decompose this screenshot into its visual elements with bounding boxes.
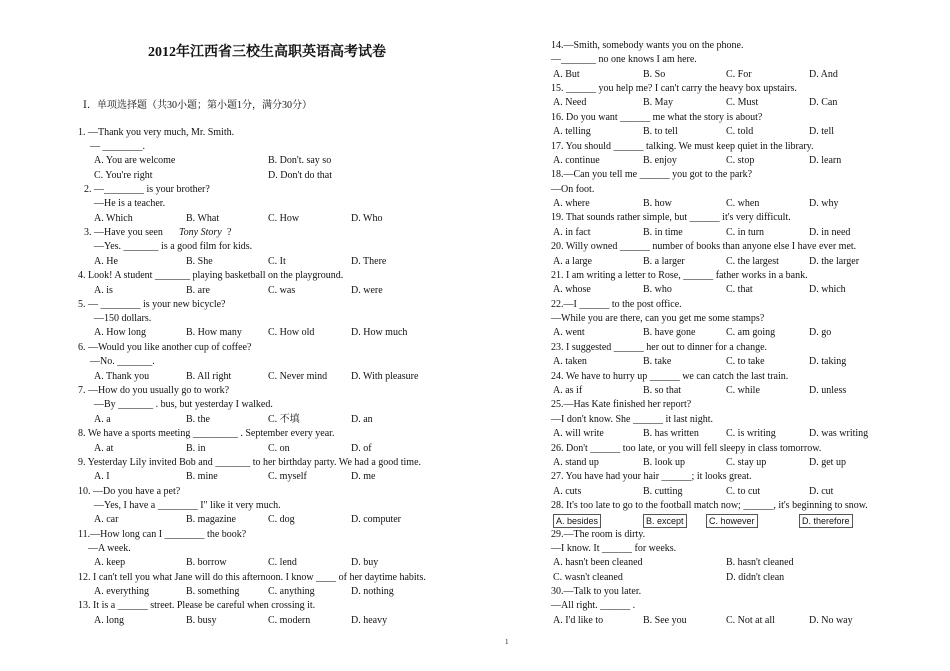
question-text: 5. — ________ is your new bicycle? [78,299,226,310]
option-text: C. the largest [726,256,779,267]
question-text: 11.—How long can I ________ the book? [78,529,247,540]
option-text: D. an [351,414,373,425]
option-text: A. keep [94,557,126,568]
option-text: A. Need [553,97,587,108]
question-text: 29.—The room is dirty. [551,529,646,540]
option-text: A. at [94,443,114,454]
option-text: D. learn [809,155,842,166]
option-text: A. in fact [553,227,591,238]
option-text: B. have gone [643,327,696,338]
option-text: D. No way [809,615,853,626]
option-text: B. so that [643,385,682,396]
question-text: 13. It is a ______ street. Please be careful when crossing it. [78,600,316,611]
option-text: A. continue [553,155,600,166]
option-text: D. of [351,443,372,454]
question-text: —All right. ______ . [551,600,636,611]
option-text: C. was [268,285,296,296]
option-text: B. She [186,256,213,267]
option-text: D. in need [809,227,851,238]
page-number: 1 [505,638,509,646]
option-text: C. stay up [726,457,767,468]
option-text: B. in [186,443,206,454]
option-text: D. the larger [809,256,860,267]
question-text: 12. I can't tell you what Jane will do this afternoon. I know ____ of her daytime habits. [78,572,426,583]
option-text: C. to cut [726,486,761,497]
question-text: —On foot. [551,184,595,195]
question-text: —He is a teacher. [94,198,166,209]
option-text: A. as if [553,385,583,396]
option-text: B. How many [186,327,242,338]
question-text: 21. I am writing a letter to Rose, ______ father works in a bank. [551,270,808,281]
option-text: B. to tell [643,126,678,137]
question-text: —A week. [88,543,131,554]
question-text: 28. It's too late to go to the football match now; ______, it's beginning to snow. [551,500,868,511]
option-text: C. modern [268,615,311,626]
option-text: C. in turn [726,227,765,238]
option-text: C. is writing [726,428,776,439]
option-text: C. Never mind [268,371,328,382]
option-text: C. when [726,198,760,209]
question-text: 18.—Can you tell me ______ you got to the park? [551,169,753,180]
question-text: 26. Don't ______ too late, or you will fell sleepy in class tomorrow. [551,443,822,454]
question-text: 24. We have to hurry up ______ we can catch the last train. [551,371,789,382]
option-text: A. telling [553,126,591,137]
question-text: 27. You have had your hair ______; it looks great. [551,471,752,482]
option-text: C. It [268,256,286,267]
option-text: D. cut [809,486,834,497]
page-title: 2012年江西省三校生高职英语高考试卷 [148,45,386,60]
option-text: A. taken [553,356,587,367]
option-text: D. buy [351,557,379,568]
question-text: 15. ______ you help me? I can't carry the heavy box upstairs. [551,83,797,94]
question-text: 25.—Has Kate finished her report? [551,399,692,410]
option-text: B. hasn't cleaned [726,557,794,568]
question-text: 23. I suggested ______ her out to dinner for a change. [551,342,768,353]
question-text: 6. —Would you like another cup of coffee? [78,342,252,353]
option-text: C. Must [726,97,759,108]
option-text: B. are [186,285,210,296]
option-text: D. How much [351,327,408,338]
option-text: Tony Story [179,227,222,238]
option-text: B. See you [643,615,687,626]
option-text: D. tell [809,126,834,137]
option-text: A. hasn't been cleaned [553,557,643,568]
option-text: A. car [94,514,119,525]
option-text: A. stand up [553,457,599,468]
question-text: —I don't know. She ______ it last night. [551,414,713,425]
question-text: 2. —________ is your brother? [84,184,210,195]
question-text: —Yes, I have a ________ I" like it very much. [94,500,281,511]
option-text: B. enjoy [643,155,677,166]
question-text: —While you are there, can you get me some stamps? [551,313,765,324]
option-text: C. told [726,126,754,137]
question-text: 7. —How do you usually go to work? [78,385,230,396]
question-text: —Yes. _______ is a good film for kids. [94,241,253,252]
option-text: A. I [94,471,110,482]
option-text: A. long [94,615,124,626]
question-text: 9. Yesterday Lily invited Bob and _______ to her birthday party. We had a good time. [78,457,422,468]
option-text: C. while [726,385,760,396]
option-text: D. With pleasure [351,371,419,382]
option-text: D. Can [809,97,838,108]
option-text: D. nothing [351,586,394,597]
question-text: 19. That sounds rather simple, but ______ it's very difficult. [551,212,791,223]
option-text: C. anything [268,586,315,597]
option-text: A. went [553,327,585,338]
option-text: A. a large [553,256,592,267]
option-text: A. everything [94,586,149,597]
option-text: B. look up [643,457,685,468]
question-text: 22.—I ______ to the post office. [551,299,682,310]
option-text: D. therefore [799,514,853,528]
option-text: C. to take [726,356,765,367]
question-text: 10. —Do you have a pet? [78,486,181,497]
option-text: B. mine [186,471,218,482]
option-text: D. which [809,284,846,295]
question-text: 1. —Thank you very much, Mr. Smith. [78,127,235,138]
option-text: D. why [809,198,839,209]
option-text: C. on [268,443,290,454]
option-text: B. how [643,198,672,209]
option-text: C. For [726,69,752,80]
option-text: B. take [643,356,672,367]
option-text: ? [227,227,232,238]
option-text: A. Thank you [94,371,150,382]
option-text: D. taking [809,356,847,367]
option-text: C. stop [726,155,755,166]
option-text: C. How old [268,327,315,338]
option-text: A. where [553,198,590,209]
option-text: D. was writing [809,428,869,439]
option-text: B. Don't. say so [268,155,332,166]
option-text: A. Which [94,213,133,224]
option-text: D. computer [351,514,401,525]
question-text: —By _______ . bus, but yesterday I walked. [94,399,273,410]
option-text: D. me [351,471,376,482]
option-text: A. will write [553,428,604,439]
question-text: 20. Willy owned ______ number of books than anyone else I have ever met. [551,241,857,252]
question-text: 17. You should ______ talking. We must keep quiet in the library. [551,141,814,152]
option-text: D. go [809,327,832,338]
option-text: A. How long [94,327,146,338]
option-text: A. besides [553,514,601,528]
question-text: — ________. [90,141,145,152]
option-text: C. How [268,213,300,224]
option-text: A. is [94,285,113,296]
option-text: B. something [186,586,240,597]
option-text: B. All right [186,371,232,382]
option-text: D. heavy [351,615,388,626]
option-text: B. May [643,97,673,108]
option-text: C. 不填 [268,414,300,425]
option-text: D. were [351,285,383,296]
option-text: B. magazine [186,514,236,525]
option-text: B. cutting [643,486,683,497]
option-text: C. dog [268,514,295,525]
option-text: B. So [643,69,666,80]
option-text: B. What [186,213,220,224]
section-heading: Ⅰ．单项选择题（共30小题；第小题1分，满分30分） [83,100,312,111]
option-text: B. a larger [643,256,685,267]
option-text: A. a [94,414,111,425]
option-text: D. Who [351,213,383,224]
option-text: A. You are welcome [94,155,176,166]
option-text: C. Not at all [726,615,775,626]
question-text: 14.—Smith, somebody wants you on the phone. [551,40,744,51]
option-text: C. You're right [94,170,153,181]
option-text: A. I'd like to [553,615,604,626]
option-text: C. lend [268,557,297,568]
question-text: —No. _______. [90,356,155,367]
question-text: —_______ no one knows I am here. [551,54,697,65]
question-text: 30.—Talk to you later. [551,586,642,597]
question-text: 4. Look! A student _______ playing basketball on the playground. [78,270,344,281]
option-text: C. myself [268,471,307,482]
option-text: B. borrow [186,557,227,568]
option-text: B. except [643,514,687,528]
option-text: C. wasn't cleaned [553,572,623,583]
option-text: D. Don't do that [268,170,333,181]
option-text: B. who [643,284,672,295]
option-text: D. There [351,256,387,267]
option-text: A. He [94,256,118,267]
question-text: —I know. It ______ for weeks. [551,543,677,554]
option-text: 3. —Have you seen [84,227,163,238]
option-text: B. the [186,414,210,425]
option-text: C. am going [726,327,776,338]
question-text: —150 dollars. [94,313,152,324]
option-text: B. has written [643,428,699,439]
option-text: D. get up [809,457,846,468]
option-text: A. But [553,69,580,80]
option-text: D. didn't clean [726,572,785,583]
option-text: D. And [809,69,838,80]
option-text: C. that [726,284,753,295]
question-text: 8. We have a sports meeting _________ . September every year. [78,428,335,439]
option-text: D. unless [809,385,847,396]
option-text: C. however [706,514,758,528]
option-text: A. cuts [553,486,582,497]
option-text: A. whose [553,284,591,295]
question-text: 16. Do you want ______ me what the story is about? [551,112,763,123]
option-text: B. in time [643,227,683,238]
option-text: B. busy [186,615,217,626]
